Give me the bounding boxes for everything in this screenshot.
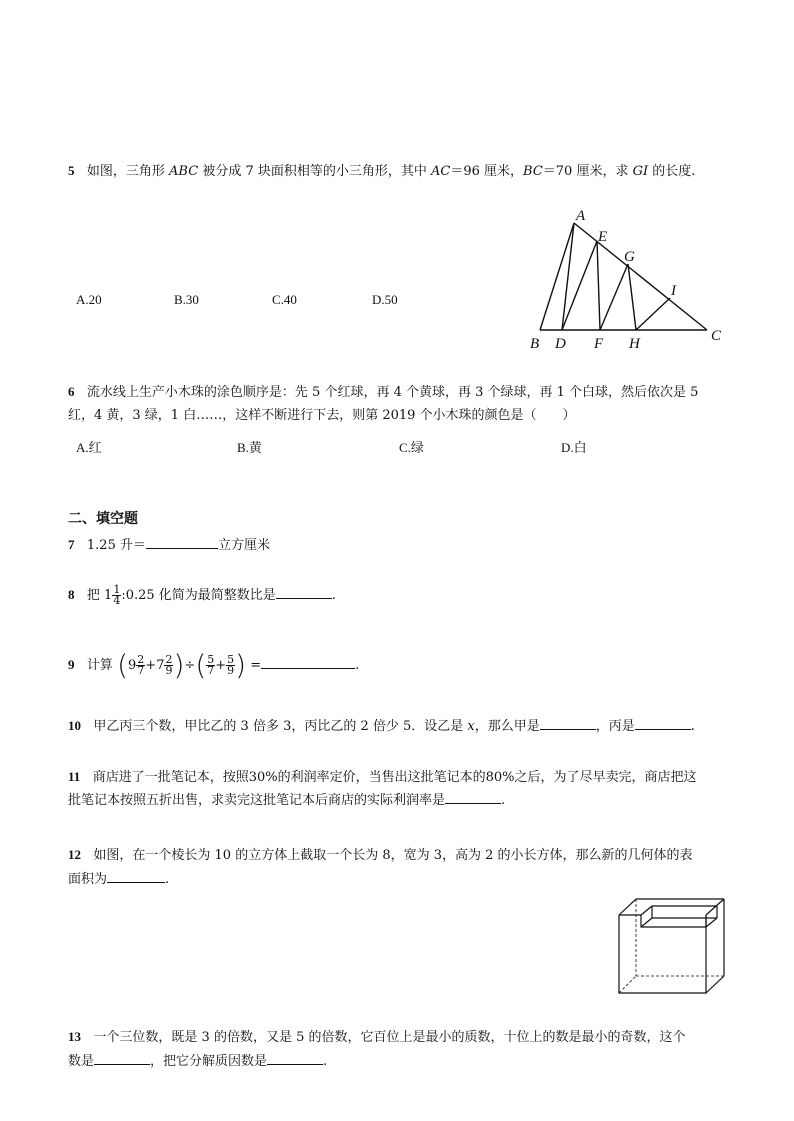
- question-text: 一个三位数，既是 3 的倍数，又是 5 的倍数，它百位上是最小的质数，十位上的数是最小的奇数，这个: [93, 1030, 686, 1045]
- cutout-edge: [641, 906, 652, 915]
- option-a[interactable]: A.20: [76, 292, 102, 307]
- question-text: ＝96 厘米，: [450, 164, 524, 179]
- segment-hi: [636, 298, 670, 330]
- question-number: 10: [68, 718, 81, 733]
- equals-sign: =: [250, 658, 262, 673]
- option-b[interactable]: B.30: [174, 292, 199, 307]
- question-number: 12: [68, 847, 81, 862]
- question-text: .: [355, 658, 360, 673]
- hidden-edge: [619, 976, 636, 993]
- question-text: ，把它分解质因数是: [150, 1054, 268, 1069]
- answer-blank[interactable]: [635, 717, 691, 730]
- segment-ac: AC: [431, 164, 451, 179]
- cube-edge: [706, 976, 724, 993]
- question-text: 被分成 7 块面积相等的小三角形，其中: [198, 164, 431, 179]
- question-7: [68, 536, 270, 555]
- segment-ef: [597, 241, 600, 330]
- cube-edge: [706, 899, 724, 915]
- question-text: .: [323, 1054, 328, 1069]
- left-paren: (: [117, 648, 128, 682]
- question-text: 批笔记本按照五折出售，求卖完这批笔记本后商店的实际利润率是: [68, 793, 446, 808]
- label-b: B: [530, 336, 540, 352]
- answer-blank[interactable]: [107, 870, 165, 883]
- question-text: 甲乙丙三个数，甲比乙的 3 倍多 3，丙比乙的 2 倍少 5．设乙是: [93, 719, 468, 734]
- plus-sign: +: [215, 658, 227, 673]
- answer-blank[interactable]: [267, 1052, 323, 1065]
- question-8: [68, 583, 336, 608]
- segment-gi: GI: [632, 164, 649, 179]
- answer-blank[interactable]: [146, 536, 218, 549]
- mixed-whole: 1: [104, 588, 113, 603]
- segment-fg: [600, 264, 628, 330]
- segment-gh: [628, 264, 636, 330]
- question-number: 13: [68, 1029, 81, 1044]
- question-12-line2: [68, 870, 169, 889]
- section-heading: 二、填空题: [68, 511, 138, 527]
- question-11-line2: [68, 791, 505, 810]
- question-12-line1: [68, 846, 693, 865]
- answer-blank[interactable]: [94, 1052, 150, 1065]
- option-c[interactable]: C.绿: [399, 440, 424, 455]
- question-text: ，那么甲是: [474, 719, 540, 734]
- question-number: 11: [68, 769, 81, 784]
- variable-x: x: [467, 719, 475, 734]
- question-text: 数是: [68, 1054, 95, 1069]
- question-text: :0.25 化简为最简整数比是: [121, 588, 276, 603]
- right-paren: ): [173, 648, 185, 682]
- cube-figure: [614, 896, 728, 996]
- label-i: I: [671, 283, 676, 299]
- triangle-name: ABC: [169, 164, 199, 179]
- answer-blank[interactable]: [276, 586, 332, 599]
- label-e: E: [598, 229, 608, 245]
- fraction: $\frac{2}{9}$: [165, 653, 173, 677]
- label-f: F: [594, 336, 604, 352]
- triangle-figure: [525, 203, 735, 353]
- segment-bc: BC: [523, 164, 543, 179]
- option-d[interactable]: D.50: [372, 292, 398, 307]
- fraction: $\frac{1}{4}$: [113, 583, 121, 607]
- question-number: 5: [68, 163, 75, 178]
- fraction: $\frac{5}{9}$: [227, 653, 235, 677]
- mixed-whole: 9: [128, 658, 137, 673]
- option-b[interactable]: B.黄: [237, 440, 262, 455]
- question-text: ＝70 厘米，求: [542, 164, 633, 179]
- question-5: [68, 162, 695, 181]
- question-6-line2: 红，4 黄，3 绿，1 白……，这样不断进行下去，则第 2019 个小木珠的颜色是（ ）: [68, 408, 576, 423]
- question-number: 6: [68, 384, 75, 399]
- question-number: 9: [68, 657, 75, 672]
- question-number: 8: [68, 587, 75, 602]
- cutout-edge: [706, 918, 717, 927]
- question-text: 流水线上生产小木珠的涂色顺序是：先 5 个红球，再 4 个黄球，再 3 个绿球，再 1 个白球，然后依次是 5: [86, 385, 699, 400]
- question-13-line2: [68, 1052, 327, 1071]
- option-a[interactable]: A.红: [76, 440, 102, 455]
- question-11-line1: [68, 768, 697, 787]
- option-d[interactable]: D.白: [561, 440, 587, 455]
- answer-blank[interactable]: [261, 656, 355, 669]
- plus-sign: +: [145, 658, 157, 673]
- question-13-line1: [68, 1028, 685, 1047]
- question-text: .: [501, 793, 506, 808]
- fraction: $\frac{2}{7}$: [137, 653, 145, 677]
- edge-ac: [574, 223, 707, 330]
- question-text: ，丙是: [595, 719, 635, 734]
- question-text: .: [331, 588, 336, 603]
- answer-blank[interactable]: [445, 791, 501, 804]
- answer-blank[interactable]: [540, 717, 596, 730]
- cutout-edges: [619, 915, 706, 927]
- option-c[interactable]: C.40: [272, 292, 297, 307]
- question-text: 计算: [86, 658, 113, 673]
- question-text: 1.25 升＝: [86, 538, 146, 553]
- question-text: .: [165, 872, 170, 887]
- label-d: D: [555, 336, 566, 352]
- question-text: 面积为: [68, 872, 108, 887]
- label-h: H: [629, 336, 640, 352]
- label-a: A: [576, 208, 586, 224]
- question-text: 的长度.: [648, 164, 696, 179]
- label-c: C: [711, 328, 722, 344]
- fraction: $\frac{5}{7}$: [207, 653, 215, 677]
- cube-edge: [619, 899, 636, 915]
- cutout-edge: [641, 918, 652, 927]
- left-paren: (: [195, 648, 207, 682]
- question-text: 如图，在一个棱长为 10 的立方体上截取一个长为 8，宽为 3，高为 2 的小长方体，那么新的几何体的表: [93, 848, 693, 863]
- label-g: G: [624, 249, 635, 265]
- question-6-line1: [68, 383, 698, 402]
- question-text: 商店进了一批笔记本，按照30%的利润率定价，当售出这批笔记本的80%之后，为了尽早卖完，商店把这: [92, 770, 697, 785]
- question-10: [68, 717, 695, 736]
- question-number: 7: [68, 537, 75, 552]
- question-text: 立方厘米: [217, 538, 270, 553]
- right-paren: ): [235, 648, 247, 682]
- divide-sign: ÷: [184, 658, 196, 673]
- question-text: 如图，三角形: [86, 164, 170, 179]
- mixed-whole: 7: [156, 658, 165, 673]
- question-9: [68, 648, 359, 683]
- question-text: .: [690, 719, 695, 734]
- question-text: 把: [86, 588, 105, 603]
